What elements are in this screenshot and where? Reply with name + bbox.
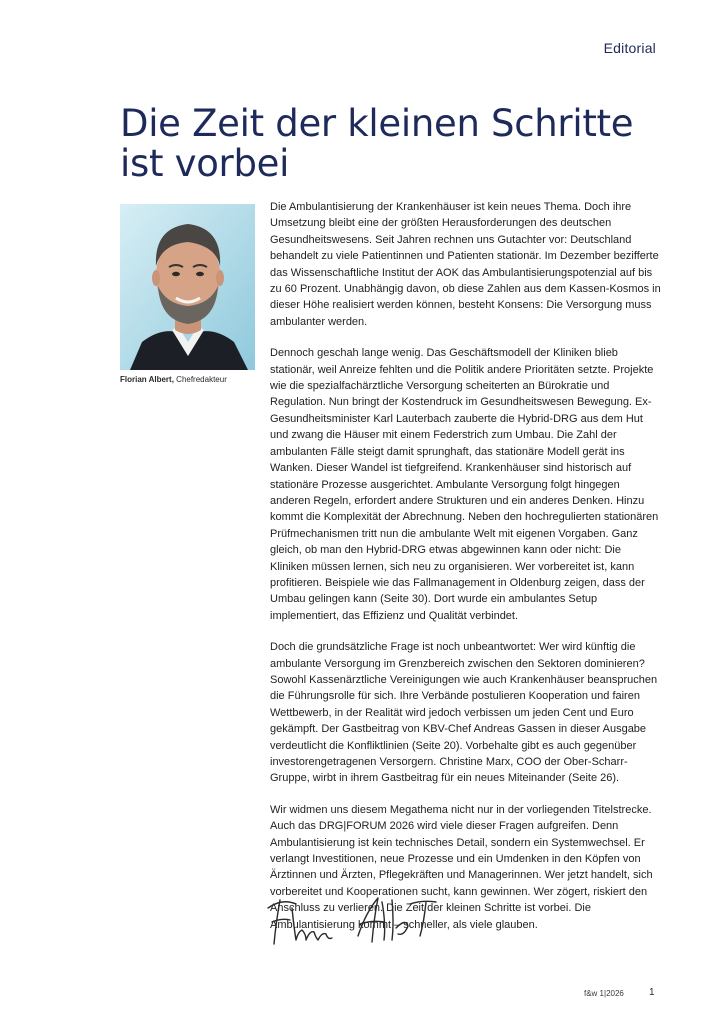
article-paragraph: Dennoch geschah lange wenig. Das Geschäftsmodell der Kliniken blieb stationär, weil Anreize fehlten und die Politik andere Prioritäten setzte. Projekte wie die spezialfachärztliche Versorgung scheiterten an Bürokratie und Regulation. Nun bringt der Kostendruck im Gesundheitswesen Bewegung. Ex-Gesundheitsminister Karl Lauterbach zauberte die Hybrid-DRG aus dem Hut und zwang die Häuser mit einem Federstrich zum Umbau. Die Zahl der ambulanten Fälle steigt damit sprunghaft, das stationäre Modell gerät ins Wanken. Dieser Wandel ist tiefgreifend. Krankenhäuser sind historisch auf stationäre Prozesse ausgerichtet. Ambulante Versorgung folgt hingegen anderen Regeln, erfordert andere Strukturen und ein anderes Denken. Hinzu kommt die Komplexität der Abrechnung. Neben den hochregulierten stationären Prüfmechanismen tritt nun die ambulante Welt mit eigenen Vorgaben. Ganz gleich, ob man den Hybrid-DRG etwas abgewinnen kann oder nicht: Die Kliniken müssen lernen, sich neu zu organisieren. Wer vorbereitet ist, kann profitieren. Beispiele wie das Fallmanagement in Oldenburg zeigen, dass der Umbau gelingen kann (Seite 30). Dort wurde ein ambulantes Setup implementiert, das Effizienz und Qualität verbindet.	[270, 347, 659, 622]
author-name: Florian Albert,	[120, 375, 174, 384]
page-number: 1	[649, 987, 655, 998]
author-role: Chefredakteur	[173, 375, 227, 384]
article-paragraph: Die Ambulantisierung der Krankenhäuser ist kein neues Thema. Doch ihre Umsetzung bleibt eine der größten Herausforderungen des deutschen Gesundheitswesens. Seit Jahren rechnen uns Gutachter vor: Deutschland behandelt zu viele Patientinnen und Patienten stationär. Im Dezember bezifferte das Wissenschaftliche Institut der AOK das Ambulantisierungspotenzial auf bis zu 60 Prozent. Unabhängig davon, ob diese Zahlen aus dem Kassen-Kosmos in dieser Höhe realisiert werden können, besteht Konsens: Die Versorgung muss ambulanter werden.	[270, 201, 661, 328]
author-caption	[120, 375, 270, 384]
issue-label: f&w 1|2026	[584, 989, 624, 998]
article-body	[270, 199, 662, 948]
author-portrait	[120, 204, 255, 370]
article-paragraph: Doch die grundsätzliche Frage ist noch unbeantwortet: Wer wird künftig die ambulante Versorgung im Grenzbereich zwischen den Sektoren dominieren? Sowohl Kassenärztliche Vereinigungen wie auch Krankenhäuser beanspruchen die Führungsrolle für sich. Ihre Verbände postulieren Kooperation und fairen Wettbewerb, in der Realität wird jedoch verbissen um jeden Cent und Euro gekämpft. Der Gastbeitrag von KBV-Chef Andreas Gassen in dieser Ausgabe verdeutlicht die Konfliktlinien (Seite 20). Vorbehalte gibt es auch gegenüber investorengetragenen Versorgern. Christine Marx, COO der Ober-Scharr-Gruppe, wirbt in ihrem Gastbeitrag für ein neues Miteinander (Seite 26).	[270, 641, 658, 785]
section-label: Editorial	[603, 40, 656, 56]
article-paragraph: Wir widmen uns diesem Megathema nicht nur in der vorliegenden Titelstrecke. Auch das DRG|FORUM 2026 wird viele dieser Fragen aufgreifen. Denn Ambulantisierung ist kein technisches Detail, sondern ein Systemwechsel. Er verlangt Investitionen, neue Prozesse und ein Umdenken in den Köpfen von Ärztinnen und Ärzten, Pflegekräften und Managerinnen. Wer jetzt handelt, sich vorbereitet und Kooperationen sucht, kann gewinnen. Wer zögert, riskiert den Anschluss zu verlieren. Die Zeit der kleinen Schritte ist vorbei. Die Ambulantisierung kommt – schneller, als viele glauben.	[270, 803, 653, 931]
author-signature	[262, 888, 462, 952]
article-title: Die Zeit der kleinen Schritte ist vorbei	[120, 102, 634, 185]
